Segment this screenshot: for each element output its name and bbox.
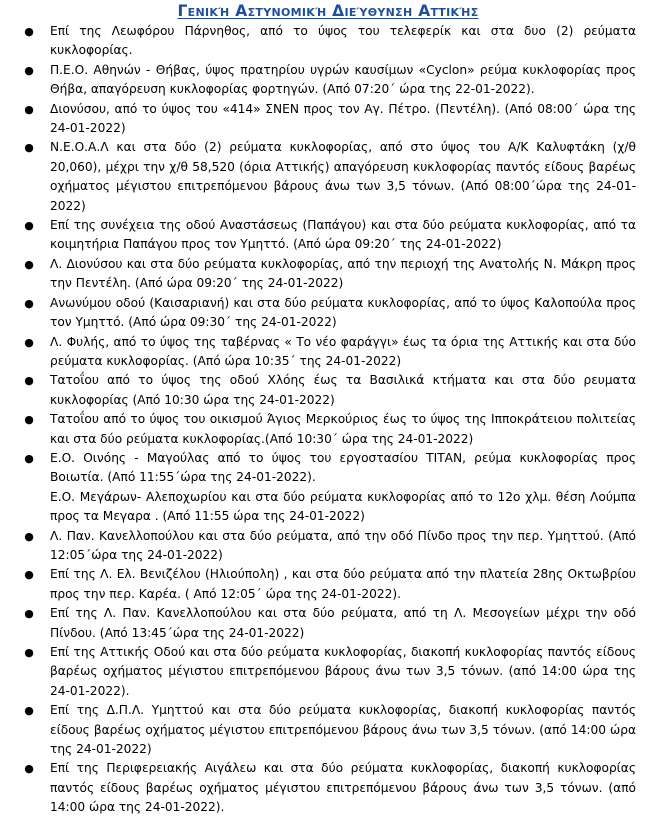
list-item-text: Επί της συνέχεια της οδού Αναστάσεως (Παπάγου) και στα δύο ρεύματα κυκλοφορίας, από τα κοιμητήρια Παπάγου προς τον Υμηττό. (Από ώρα 09:20΄ της 24-01-2022) bbox=[50, 218, 636, 252]
list-item bbox=[20, 371, 636, 410]
bullet-icon: ● bbox=[24, 646, 34, 659]
bullet-icon: ● bbox=[24, 141, 34, 155]
bullet-icon: ● bbox=[24, 413, 34, 427]
list-item-text: Ν.Ε.Ο.Α.Λ και στα δύο (2) ρεύματα κυκλοφορίας, από στο ύψος του Α/Κ Καλυφτάκη (χ/θ 20,060), μέχρι την χ/θ 58,520 (όρια Αττικής) απαγόρευση κυκλοφορίας παντός είδους βαρέως οχήματος μέγιστου επιτρεπόμενου βάρους άνω των 3,5 τόνων. (Από 08:00΄ώρα της 24-01-2022) bbox=[50, 140, 636, 213]
list-item-text: Ε.Ο. Μεγάρων- Αλεποχωρίου και στα δύο ρεύματα κυκλοφορίας από το 12ο χλμ. θέση Λούμπα προς τα Μεγαρα . (Από 11:55 ώρα της 24-01-2022) bbox=[50, 489, 636, 524]
list-item bbox=[20, 604, 636, 643]
list-item-text: Διονύσου, από το ύψος του «414» ΣΝΕΝ προς τον Αγ. Πέτρο. (Πεντέλη). (Από 08:00΄ ώρα της 24-01-2022) bbox=[50, 101, 636, 136]
list-item-text: Επί της Λεωφόρου Πάρνηθος, από το ύψος του τελεφερίκ και στα δυο (2) ρεύματα κυκλοφορίας. bbox=[50, 24, 636, 58]
list-item-text: Ε.Ο. Οινόης - Μαγούλας από το ύψος του εργοστασίου ΤΙΤΑΝ, ρεύμα κυκλοφορίας προς Βοιωτία. (Από 11:55΄ώρα της 24-01-2022). bbox=[50, 450, 636, 485]
list-item-text: Επί της Λ. Ελ. Βενιζέλου (Ηλιούπολη) , και στα δύο ρεύματα από την πλατεία 28ης Οκτωβρίου προς την περ. Καρέα. ( Από 12:05΄ ώρα της 24-01-2022). bbox=[50, 567, 636, 601]
list-item bbox=[20, 643, 636, 701]
list-item bbox=[20, 61, 636, 100]
list-item-text: Λ. Διονύσου και στα δύο ρεύματα κυκλοφορίας, από την περιοχή της Ανατολής Ν. Μάκρη προς την Πεντέλη. (Από ώρα 09:20΄ της 24-01-2022) bbox=[50, 256, 636, 291]
list-item-text: Επί της Δ.Π.Λ. Υμηττού και στα δύο ρεύματα κυκλοφορίας, διακοπή κυκλοφορίας παντός είδους βαρέως οχήματος μέγιστου επιτρεπόμενου βάρους άνω των 3,5 τόνων. (από 14:00 ώρα της 24-01-2022) bbox=[50, 703, 636, 757]
bullet-icon: ● bbox=[24, 529, 34, 543]
list-item-text: Τατοΐου από το ύψος του οικισμού Άγιος Μερκούριος έως το ύψος της Ιπποκράτειου πολιτείας και στα δύο ρεύματα κυκλοφορίας.(Από 10:30΄ ώρα της 24-01-2022) bbox=[50, 412, 636, 446]
list-item bbox=[20, 701, 636, 759]
list-item-text: Επί της Περιφερειακής Αιγάλεω και στα δύο ρεύματα κυκλοφορίας, διακοπή κυκλοφορίας παντός είδους βαρέως οχήματος μέγιστου επιτρεπόμενου βάρους άνω των 3,5 τόνων. (από 14:00 ώρα της 24-01-2022). bbox=[50, 761, 636, 815]
bullet-icon: ● bbox=[24, 568, 34, 582]
list-item bbox=[20, 100, 636, 139]
road-closures-list bbox=[20, 22, 636, 818]
list-item bbox=[20, 333, 636, 372]
list-item-text: Π.Ε.Ο. Αθηνών - Θήβας, ύψος πρατηρίου υγρών καυσίμων «Cyclon» ρεύμα κυκλοφορίας προς Θήβα, απαγόρευση κυκλοφορίας φορτηγών. (Από 07:20΄ ώρα της 22-01-2022). bbox=[50, 62, 636, 97]
bullet-icon: ● bbox=[24, 257, 34, 271]
list-item-text: Ανωνύμου οδού (Καισαριανή) και στα δύο ρεύματα κυκλοφορίας, από το ύψος Καλοπούλα προς τον Υμηττό. (Από ώρα 09:30΄ της 24-01-2022) bbox=[50, 295, 636, 330]
bullet-icon: ● bbox=[24, 607, 34, 621]
document-title: Γενική Αστυνομική Διεύθυνση Αττικής bbox=[177, 2, 479, 20]
list-item bbox=[20, 22, 636, 61]
bullet-icon: ● bbox=[24, 451, 34, 465]
bullet-icon: ● bbox=[24, 63, 34, 77]
bullet-icon: ● bbox=[24, 335, 34, 349]
bullet-icon: ● bbox=[24, 25, 34, 38]
list-item bbox=[20, 759, 636, 817]
list-item-text: Επί της Αττικής Οδού και στα δύο ρεύματα κυκλοφορίας, διακοπή κυκλοφορίας παντός είδους βαρέως οχήματος μέγιστου επιτρεπόμενου βάρους άνω των 3,5 τόνων. (από 14:00 ώρα της 24-01-2022). bbox=[50, 645, 636, 698]
list-item-text: Λ. Φυλής, από το ύψος της ταβέρνας « Το νέο φαράγγι» έως τα όρια της Αττικής και στα δύο ρεύματα κυκλοφορίας. (Από ώρα 10:35΄ της 24-01-2022) bbox=[50, 334, 636, 368]
list-item bbox=[20, 527, 636, 566]
bullet-icon: ● bbox=[24, 219, 34, 233]
list-item bbox=[20, 488, 636, 527]
list-item-text: Λ. Παν. Κανελλοπούλου και στα δύο ρεύματα, από την οδό Πίνδο προς την περ. Υμηττού. (Από 12:05΄ώρα της 24-01-2022) bbox=[50, 528, 636, 562]
bullet-icon: ● bbox=[24, 296, 34, 310]
bullet-icon: ● bbox=[24, 374, 34, 388]
list-item-text: Επί της Λ. Παν. Κανελλοπούλου και στα δύο ρεύματα, από τη Λ. Μεσογείων μέχρι την οδό Πίνδου. (Από 13:45΄ώρα της 24-01-2022) bbox=[50, 606, 636, 640]
bullet-icon: ● bbox=[24, 762, 34, 776]
list-item-text: Τατοΐου από το ύψος της οδού Χλόης έως τα Βασιλικά κτήματα και στα δύο ρευματα κυκλοφορίας (Από 10:30 ώρα της 24-01-2022) bbox=[50, 373, 636, 407]
list-item bbox=[20, 410, 636, 449]
list-item bbox=[20, 216, 636, 255]
list-item bbox=[20, 294, 636, 333]
list-item bbox=[20, 138, 636, 216]
list-item bbox=[20, 565, 636, 604]
bullet-icon: ● bbox=[24, 704, 34, 718]
list-item bbox=[20, 255, 636, 294]
bullet-icon: ● bbox=[24, 102, 34, 116]
list-item bbox=[20, 449, 636, 488]
